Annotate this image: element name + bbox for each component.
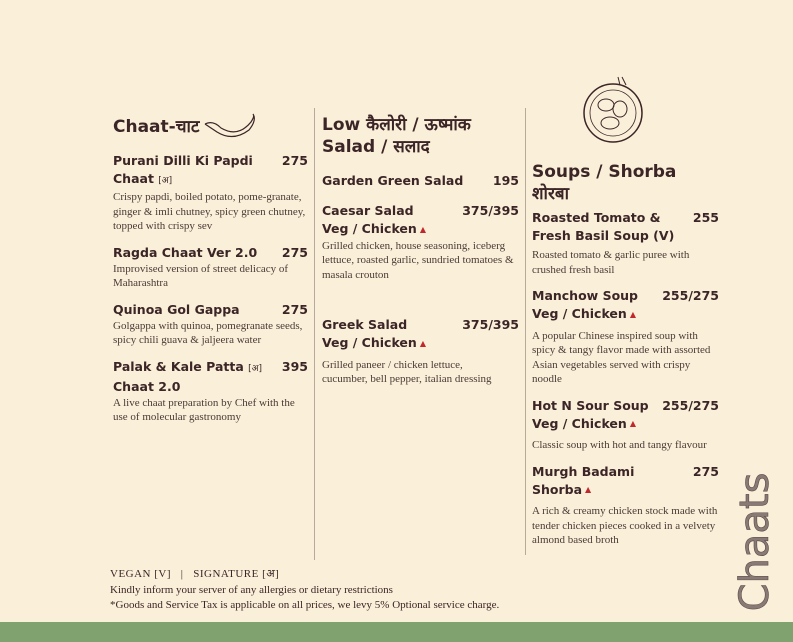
item-desc: Golgappa with quinoa, pomegranate seeds, spicy chili guava & jaljeera water	[113, 319, 303, 346]
item-price: 195	[492, 173, 519, 188]
item-name-line2: Veg / Chicken	[322, 221, 417, 236]
divider	[314, 108, 315, 560]
item-desc: Classic soup with hot and tangy flavour	[532, 439, 707, 451]
triangle-icon: ▲	[629, 419, 636, 428]
item-name: Roasted Tomato &	[532, 210, 661, 225]
item-price: 395	[281, 358, 308, 374]
item-desc: A popular Chinese inspired soup with spicy & tangy flavor made with assorted Asian vegetables served with crispy noodle	[532, 329, 711, 385]
menu-item	[532, 397, 719, 453]
item-desc: Grilled chicken, house seasoning, iceberg lettuce, roasted garlic, sundried tomatoes & masala crouton	[322, 239, 514, 281]
plate-illustration-icon	[582, 73, 644, 151]
triangle-icon: ▲	[419, 224, 426, 234]
item-name-line2: Veg / Chicken	[322, 335, 417, 350]
menu-item	[113, 244, 308, 291]
item-name: Caesar Salad	[322, 203, 414, 218]
item-desc: Improvised version of street delicacy of Maharashtra	[113, 262, 289, 289]
item-name-line2: Veg / Chicken	[532, 306, 627, 321]
item-name-line2: Shorba	[532, 481, 583, 497]
item-desc: A rich & creamy chicken stock made with tender chicken pieces cooked in a velvety almond based broth	[532, 505, 718, 546]
item-price: 275	[281, 244, 308, 260]
menu-item	[532, 287, 719, 387]
menu-item	[532, 209, 719, 277]
chili-icon	[203, 112, 258, 142]
item-price: 375/395	[462, 203, 519, 218]
menu-item	[322, 202, 519, 282]
item-name: Hot N Sour Soup	[532, 397, 649, 413]
item-price: 275	[281, 301, 308, 317]
signature-tag: [अ]	[248, 363, 263, 374]
item-name: Manchow Soup	[532, 288, 639, 303]
item-name-line2: Chaat 2.0	[113, 378, 181, 394]
triangle-icon: ▲	[419, 338, 426, 348]
item-name: Greek Salad	[322, 317, 408, 332]
item-price: 255/275	[662, 397, 719, 413]
menu-item	[322, 316, 519, 387]
item-name: Ragda Chaat Ver 2.0	[113, 244, 258, 260]
item-name: Murgh Badami	[532, 463, 635, 479]
footer-band	[0, 622, 793, 642]
menu-item	[113, 358, 308, 425]
item-name: Garden Green Salad	[322, 173, 464, 188]
salad-column	[322, 114, 519, 397]
item-desc: Grilled paneer / chicken lettuce, cucumber, bell pepper, italian dressing	[322, 358, 492, 385]
item-name-line2: Fresh Basil Soup (V)	[532, 228, 675, 243]
tax-note: *Goods and Service Tax is applicable on all prices, we levy 5% Optional service charge.	[110, 599, 500, 611]
item-name: Palak & Kale Patta	[113, 358, 244, 374]
menu-item	[532, 463, 719, 548]
side-title: Chaats	[732, 472, 778, 612]
item-price: 275	[281, 153, 308, 168]
item-price: 275	[692, 463, 719, 479]
legend: VEGAN [V] | SIGNATURE [अ]	[110, 568, 280, 580]
triangle-icon: ▲	[585, 485, 592, 494]
menu-item	[113, 301, 308, 348]
item-desc: A live chaat preparation by Chef with the use of molecular gastronomy	[113, 396, 295, 423]
item-desc: Roasted tomato & garlic puree with crushed fresh basil	[532, 249, 690, 276]
salad-title: Low कैलोरी / ऊष्मांक Salad / सलाद	[322, 115, 471, 157]
item-name: Quinoa Gol Gappa	[113, 301, 240, 317]
triangle-icon: ▲	[629, 309, 636, 319]
allergy-note: Kindly inform your server of any allergies or dietary restrictions	[110, 584, 393, 596]
item-price: 375/395	[462, 317, 519, 332]
divider	[525, 108, 526, 555]
menu-item	[113, 152, 308, 234]
soups-column	[532, 161, 719, 558]
chaat-title: Chaat-चाट	[113, 117, 200, 137]
item-desc: Crispy papdi, boiled potato, pome-granate, ginger & imli chutney, spicy green chutney, topped with crispy sev	[113, 191, 306, 232]
item-price: 255/275	[662, 288, 719, 303]
item-price: 255	[692, 210, 719, 225]
menu-item	[322, 172, 519, 190]
soups-title: Soups / Shorba शोरबा	[532, 162, 677, 204]
item-name-line2: Veg / Chicken	[532, 415, 627, 431]
signature-tag: [अ]	[158, 176, 173, 186]
chaat-column	[113, 112, 308, 435]
item-name: Purani Dilli Ki Papdi Chaat	[113, 153, 253, 186]
